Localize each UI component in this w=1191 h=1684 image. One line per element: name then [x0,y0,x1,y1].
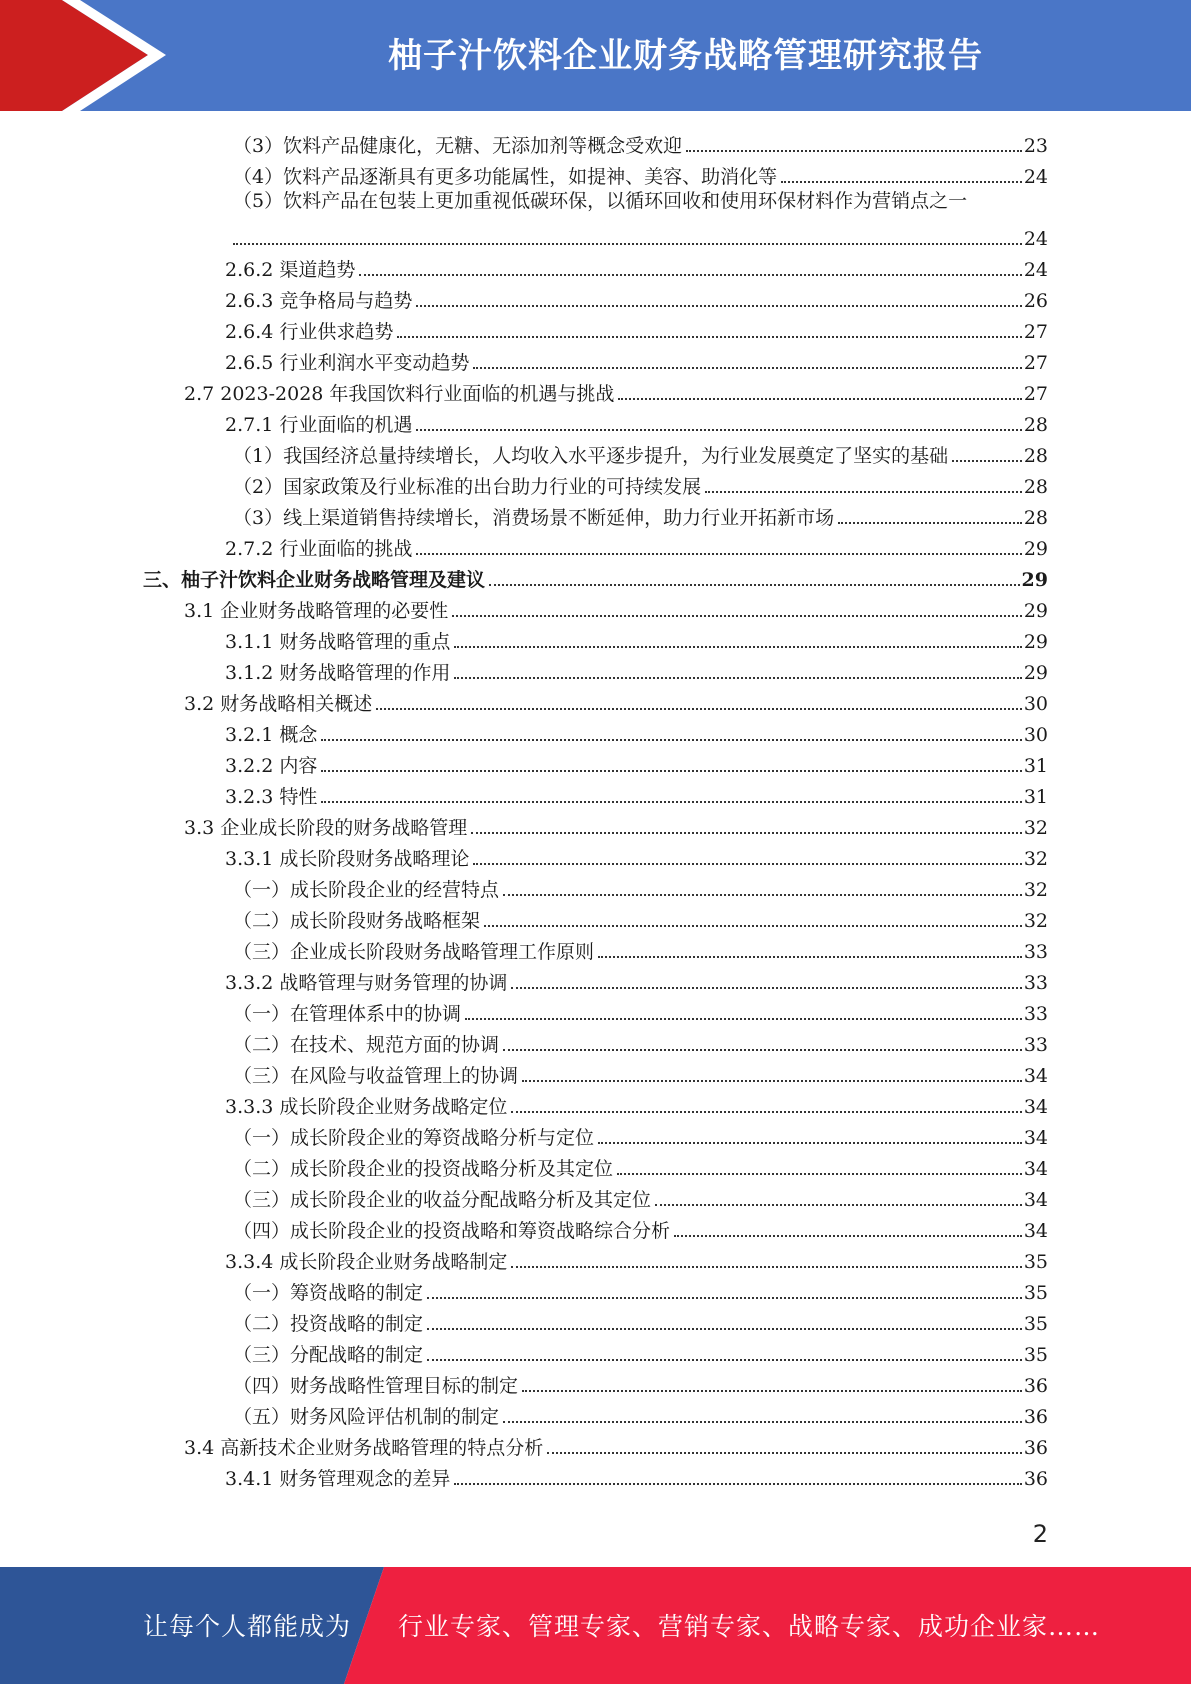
toc-leader-dots [511,1111,1021,1113]
toc-entry-title: （二）成长阶段财务战略框架 [233,910,481,932]
toc-entry-title: （一）成长阶段企业的筹资战略分析与定位 [233,1127,595,1149]
toc-entry-page: 34 [1023,1065,1048,1087]
toc-entry-page: 32 [1023,910,1048,932]
toc-entry[interactable] [233,1274,1048,1305]
toc-leader-dots [511,987,1021,989]
toc-entry[interactable] [225,778,1048,809]
toc-entry-page: 34 [1023,1096,1048,1118]
toc-leader-dots [321,739,1021,741]
toc-entry-title: 3.1.2 财务战略管理的作用 [225,662,451,684]
toc-entry-page: 27 [1023,352,1048,374]
toc-entry-page: 36 [1023,1468,1048,1490]
toc-entry[interactable] [233,871,1048,902]
toc-entry-page: 23 [1023,135,1048,157]
toc-entry-title: 3.3.1 成长阶段财务战略理论 [225,848,470,870]
toc-leader-dots [655,1204,1022,1206]
footer-slogan-left: 让每个人都能成为 [143,1612,352,1641]
page-header [0,0,1191,111]
toc-entry[interactable] [233,902,1048,933]
toc-entry-page: 35 [1023,1251,1048,1273]
toc-leader-dots [427,1328,1022,1330]
toc-entry-title: （三）成长阶段企业的收益分配战略分析及其定位 [233,1189,652,1211]
toc-entry-page: 28 [1023,414,1048,436]
toc-entry-page: 29 [1023,600,1048,622]
toc-entry-title: 3.3.2 战略管理与财务管理的协调 [225,972,508,994]
toc-entry-page: 24 [1023,166,1048,188]
toc-leader-dots [489,584,1020,586]
toc-entry-title[interactable]: （5）饮料产品在包装上更加重视低碳环保，以循环回收和使用环保材料作为营销点之一 [233,190,968,212]
toc-entry[interactable] [233,1305,1048,1336]
toc-leader-dots [233,243,1022,245]
toc-entry[interactable] [184,809,1048,840]
toc-entry-page: 29 [1021,569,1048,591]
toc-entry[interactable] [225,313,1048,344]
toc-entry[interactable] [233,1336,1048,1367]
toc-entry-title: 3.3 企业成长阶段的财务战略管理 [184,817,468,839]
toc-entry-title: 3.1 企业财务战略管理的必要性 [184,600,449,622]
toc-entry-page: 30 [1023,693,1048,715]
toc-entry-page: 32 [1023,879,1048,901]
toc-leader-dots [473,367,1021,369]
toc-entry[interactable] [233,1367,1048,1398]
toc-entry[interactable] [233,995,1048,1026]
toc-entry[interactable] [225,530,1048,561]
toc-entry[interactable] [225,840,1048,871]
toc-leader-dots [838,522,1022,524]
toc-entry-page: 32 [1023,848,1048,870]
toc-entry[interactable] [233,437,1048,468]
toc-entry-page: 28 [1023,476,1048,498]
toc-entry-page: 34 [1023,1189,1048,1211]
toc-entry-title: 3.1.1 财务战略管理的重点 [225,631,451,653]
toc-entry-page: 27 [1023,321,1048,343]
toc-entry-title: （3）饮料产品健康化，无糖、无添加剂等概念受欢迎 [233,135,683,157]
toc-entry-title: 3.3.4 成长阶段企业财务战略制定 [225,1251,508,1273]
toc-entry-page: 34 [1023,1220,1048,1242]
toc-entry-title: 3.2.2 内容 [225,755,318,777]
toc-entry-title: （三）在风险与收益管理上的协调 [233,1065,519,1087]
toc-entry-title: 3.2.3 特性 [225,786,318,808]
toc-entry-title: 2.6.2 渠道趋势 [225,259,356,281]
toc-leader-dots [503,1049,1022,1051]
toc-leader-dots [781,181,1022,183]
toc-entry-page: 35 [1023,1344,1048,1366]
toc-entry-title: 2.6.3 竞争格局与趋势 [225,290,413,312]
toc-leader-dots [454,646,1021,648]
toc-entry[interactable] [225,747,1048,778]
toc-leader-dots [376,708,1022,710]
toc-leader-dots [416,305,1021,307]
toc-leader-dots [598,956,1022,958]
toc-entry-title: （二）投资战略的制定 [233,1313,424,1335]
toc-leader-dots [618,398,1021,400]
page-footer [0,1567,1191,1684]
toc-entry-page: 28 [1023,445,1048,467]
toc-entry-title: （一）筹资战略的制定 [233,1282,424,1304]
toc-entry-page: 31 [1023,755,1048,777]
toc-entry[interactable] [233,127,1048,158]
toc-leader-dots [452,615,1022,617]
toc-leader-dots [705,491,1022,493]
toc-entry-page: 34 [1023,1127,1048,1149]
toc-leader-dots [454,1483,1021,1485]
toc-entry-page: 33 [1023,1034,1048,1056]
toc-leader-dots [503,1421,1022,1423]
toc-leader-dots [359,274,1021,276]
toc-entry-page: 29 [1023,538,1048,560]
toc-leader-dots [686,150,1022,152]
toc-leader-dots [427,1297,1022,1299]
toc-entry-title: 3.4 高新技术企业财务战略管理的特点分析 [184,1437,544,1459]
toc-leader-dots [471,832,1022,834]
toc-entry[interactable] [233,499,1048,530]
toc-entry-page: 27 [1023,383,1048,405]
toc-entry[interactable] [233,1212,1048,1243]
toc-entry-title: 2.6.5 行业利润水平变动趋势 [225,352,470,374]
toc-chapter-entry[interactable] [143,561,1048,592]
toc-entry[interactable] [233,1398,1048,1429]
toc-entry-page: 35 [1023,1313,1048,1335]
toc-entry-page: 34 [1023,1158,1048,1180]
toc-entry[interactable] [184,1429,1048,1460]
toc-entry-page: 31 [1023,786,1048,808]
toc-leader-dots [465,1018,1022,1020]
toc-entry[interactable] [225,344,1048,375]
toc-entry-page: 26 [1023,290,1048,312]
toc-entry-page: 36 [1023,1437,1048,1459]
toc-entry-title: （1）我国经济总量持续增长，人均收入水平逐步提升，为行业发展奠定了坚实的基础 [233,445,949,467]
toc-leader-dots [674,1235,1022,1237]
toc-entry-title: 2.7.2 行业面临的挑战 [225,538,413,560]
toc-entry[interactable] [225,282,1048,313]
toc-entry[interactable] [225,964,1048,995]
toc-leader-dots [522,1390,1022,1392]
toc-entry-page: 28 [1023,507,1048,529]
toc-entry-title: （4）饮料产品逐渐具有更多功能属性，如提神、美容、助消化等 [233,166,778,188]
toc-leader-dots [522,1080,1022,1082]
toc-entry-title: 2.7.1 行业面临的机遇 [225,414,413,436]
toc-entry-title: 3.3.3 成长阶段企业财务战略定位 [225,1096,508,1118]
toc-leader-dots [952,460,1022,462]
toc-entry-page: 32 [1023,817,1048,839]
toc-entry[interactable] [184,375,1048,406]
toc-entry-title: （三）分配战略的制定 [233,1344,424,1366]
toc-entry-title: （五）财务风险评估机制的制定 [233,1406,500,1428]
toc-leader-dots [484,925,1022,927]
toc-leader-dots [617,1173,1022,1175]
toc-entry-page: 30 [1023,724,1048,746]
toc-entry[interactable] [233,220,1048,251]
toc-entry-title: 2.6.4 行业供求趋势 [225,321,394,343]
toc-entry[interactable] [225,1460,1048,1491]
toc-entry-title: 3.4.1 财务管理观念的差异 [225,1468,451,1490]
toc-entry[interactable] [225,1088,1048,1119]
toc-entry[interactable] [225,1243,1048,1274]
toc-entry-title: （四）财务战略性管理目标的制定 [233,1375,519,1397]
toc-entry[interactable] [233,468,1048,499]
toc-leader-dots [511,1266,1021,1268]
toc-entry[interactable] [184,592,1048,623]
toc-entry-title: （一）在管理体系中的协调 [233,1003,462,1025]
toc-entry-title: 3.2 财务战略相关概述 [184,693,373,715]
toc-entry-title: （2）国家政策及行业标准的出台助力行业的可持续发展 [233,476,702,498]
toc-entry-title: （3）线上渠道销售持续增长，消费场景不断延伸，助力行业开拓新市场 [233,507,835,529]
page-number: 2 [1032,1520,1048,1548]
toc-entry[interactable] [225,623,1048,654]
toc-entry[interactable] [184,685,1048,716]
toc-entry-page: 24 [1023,228,1048,250]
toc-entry-page: 33 [1023,1003,1048,1025]
toc-entry[interactable] [225,716,1048,747]
toc-entry-title: （一）成长阶段企业的经营特点 [233,879,500,901]
toc-entry[interactable] [233,1150,1048,1181]
report-title: 柚子汁饮料企业财务战略管理研究报告 [388,36,983,76]
toc-entry-page: 36 [1023,1406,1048,1428]
toc-entry[interactable] [225,406,1048,437]
toc-entry[interactable] [233,1181,1048,1212]
toc-leader-dots [321,801,1021,803]
toc-entry-page: 33 [1023,972,1048,994]
toc-leader-dots [598,1142,1022,1144]
footer-slogan-right: 行业专家、管理专家、营销专家、战略专家、成功企业家…… [398,1612,1101,1641]
toc-leader-dots [416,429,1021,431]
toc-entry-title: （二）成长阶段企业的投资战略分析及其定位 [233,1158,614,1180]
toc-entry-page: 36 [1023,1375,1048,1397]
toc-leader-dots [427,1359,1022,1361]
toc-entry-title: （四）成长阶段企业的投资战略和筹资战略综合分析 [233,1220,671,1242]
toc-entry-page: 29 [1023,631,1048,653]
toc-leader-dots [416,553,1021,555]
toc-entry-title: 3.2.1 概念 [225,724,318,746]
toc-entry[interactable] [233,933,1048,964]
toc-leader-dots [503,894,1022,896]
toc-entry-page: 33 [1023,941,1048,963]
toc-entry-title: 三、柚子汁饮料企业财务战略管理及建议 [143,569,486,591]
toc-leader-dots [473,863,1021,865]
toc-entry[interactable] [233,158,1048,189]
toc-leader-dots [547,1452,1022,1454]
toc-entry[interactable] [225,251,1048,282]
toc-entry-page: 35 [1023,1282,1048,1304]
toc-entry[interactable] [233,1057,1048,1088]
toc-entry-title: 2.7 2023-2028 年我国饮料行业面临的机遇与挑战 [184,383,615,405]
toc-entry-title: （三）企业成长阶段财务战略管理工作原则 [233,941,595,963]
toc-entry-page: 29 [1023,662,1048,684]
toc-leader-dots [454,677,1021,679]
toc-entry-title: （二）在技术、规范方面的协调 [233,1034,500,1056]
toc-leader-dots [397,336,1021,338]
toc-entry[interactable] [225,654,1048,685]
toc-entry-page: 24 [1023,259,1048,281]
toc-entry[interactable] [233,1119,1048,1150]
toc-entry[interactable] [233,1026,1048,1057]
toc-leader-dots [321,770,1021,772]
